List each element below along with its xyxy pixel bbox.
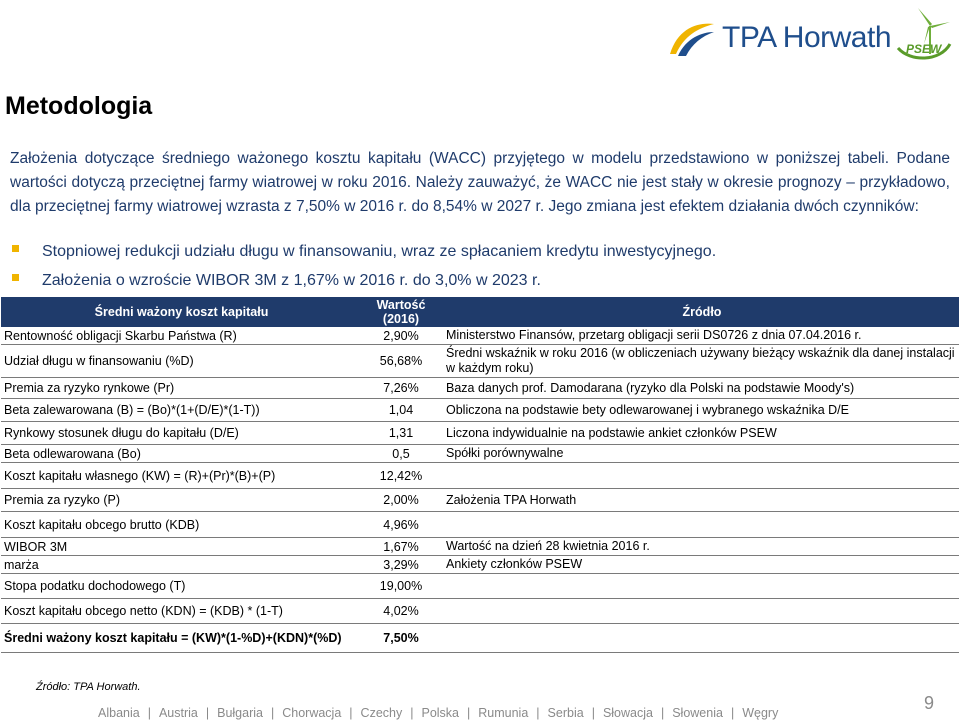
row-label: Beta zalewarowana (B) = (Bo)*(1+(D/E)*(1-T))	[1, 399, 362, 422]
row-label: Rynkowy stosunek długu do kapitału (D/E)	[1, 422, 362, 445]
row-value: 19,00%	[362, 574, 440, 599]
psew-logo	[890, 4, 956, 66]
row-value: 2,90%	[362, 327, 440, 345]
table-row	[1, 538, 959, 556]
row-value: 1,31	[362, 422, 440, 445]
row-label: Beta odlewarowana (Bo)	[1, 445, 362, 463]
footer-country: Austria	[158, 706, 198, 720]
footer-country: Czechy	[360, 706, 403, 720]
row-label: Rentowność obligacji Skarbu Państwa (R)	[1, 327, 362, 345]
footer-separator: |	[410, 706, 414, 720]
footer-country: Węgry	[742, 706, 779, 720]
table-body	[1, 327, 959, 653]
row-value: 4,96%	[362, 512, 440, 538]
footer-separator: |	[467, 706, 471, 720]
footer-country: Słowenia	[672, 706, 723, 720]
intro-paragraph: Założenia dotyczące średniego ważonego kosztu kapitału (WACC) przyjętego w modelu przedstawiono w poniższej tabeli. Podane wartości dotyczą przeciętnej farmy wiatrowej w roku 2016. Należy zauważyć, że WACC nie jest stały w okresie prognozy – przykładowo, dla przeciętnej farmy wiatrowej wzrasta z 7,50% w 2016 r. do 8,54% w 2027 r. Jego zmiana jest efektem działania dwóch czynników:	[10, 150, 950, 215]
row-label: Koszt kapitału obcego netto (KDN) = (KDB) * (1-T)	[1, 599, 362, 624]
row-value: 1,67%	[362, 538, 440, 556]
footer-country: Słowacja	[602, 706, 653, 720]
footer-country: Rumunia	[478, 706, 529, 720]
footer-country: Polska	[421, 706, 460, 720]
row-value: 7,50%	[362, 624, 440, 653]
bullet-list	[10, 237, 716, 295]
row-source: Ministerstwo Finansów, przetarg obligacji serii DS0726 z dnia 07.04.2016 r.	[440, 327, 959, 345]
tpa-logo-mark-icon	[668, 18, 716, 58]
row-value: 0,5	[362, 445, 440, 463]
table-row	[1, 512, 959, 538]
footer-country: Serbia	[547, 706, 584, 720]
wacc-table	[1, 297, 959, 653]
row-value: 3,29%	[362, 556, 440, 574]
row-label: Koszt kapitału własnego (KW) = (R)+(Pr)*(B)+(P)	[1, 463, 362, 489]
footer-country: Chorwacja	[282, 706, 342, 720]
table-row	[1, 463, 959, 489]
table-row	[1, 399, 959, 422]
tpa-horwath-logo	[668, 18, 891, 58]
table-row	[1, 378, 959, 399]
header-value: Wartość (2016)	[362, 297, 440, 327]
source-note: Źródło: TPA Horwath.	[36, 681, 141, 693]
table-row	[1, 422, 959, 445]
row-source	[440, 463, 959, 489]
row-value: 1,04	[362, 399, 440, 422]
bullet-square-icon	[12, 245, 19, 252]
row-label: Koszt kapitału obcego brutto (KDB)	[1, 512, 362, 538]
row-source	[440, 512, 959, 538]
row-source: Baza danych prof. Damodarana (ryzyko dla Polski na podstawie Moody's)	[440, 378, 959, 399]
row-value: 12,42%	[362, 463, 440, 489]
header-label: Średni ważony koszt kapitału	[1, 297, 362, 327]
row-label: WIBOR 3M	[1, 538, 362, 556]
row-label: Średni ważony koszt kapitału = (KW)*(1-%D)+(KDN)*(%D)	[1, 624, 362, 653]
footer-country: Bułgaria	[217, 706, 263, 720]
row-source	[440, 624, 959, 653]
row-label: Stopa podatku dochodowego (T)	[1, 574, 362, 599]
row-source: Obliczona na podstawie bety odlewarowanej i wybranego wskaźnika D/E	[440, 399, 959, 422]
row-value: 56,68%	[362, 345, 440, 378]
row-label: Udział długu w finansowaniu (%D)	[1, 345, 362, 378]
row-source	[440, 599, 959, 624]
row-label: Premia za ryzyko rynkowe (Pr)	[1, 378, 362, 399]
page-title: Metodologia	[5, 92, 153, 120]
header-source: Źródło	[440, 297, 959, 327]
table-row	[1, 489, 959, 512]
row-source: Założenia TPA Horwath	[440, 489, 959, 512]
row-source	[440, 574, 959, 599]
row-value: 2,00%	[362, 489, 440, 512]
table-row	[1, 574, 959, 599]
bullet-square-icon	[12, 274, 19, 281]
row-source: Średni wskaźnik w roku 2016 (w obliczeniach używany bieżący wskaźnik dla danej instalacji w każdym roku)	[440, 345, 959, 378]
footer-country: Albania	[98, 706, 140, 720]
row-source: Spółki porównywalne	[440, 445, 959, 463]
table-row	[1, 327, 959, 345]
table-row	[1, 599, 959, 624]
wind-turbine-icon	[890, 4, 956, 66]
row-label: Premia za ryzyko (P)	[1, 489, 362, 512]
footer-separator: |	[349, 706, 353, 720]
row-source: Ankiety członków PSEW	[440, 556, 959, 574]
psew-logo-text: PSEW	[906, 42, 942, 56]
tpa-logo-text: TPA Horwath	[722, 21, 892, 54]
bullet-item: Stopniowej redukcji udziału długu w finansowaniu, wraz ze spłacaniem kredytu inwestycyjnego.	[10, 237, 716, 266]
table-row	[1, 624, 959, 653]
footer-countries	[98, 706, 778, 720]
page-number: 9	[924, 693, 935, 713]
row-source: Wartość na dzień 28 kwietnia 2016 r.	[440, 538, 959, 556]
footer-separator: |	[270, 706, 275, 720]
bullet-item: Założenia o wzroście WIBOR 3M z 1,67% w 2016 r. do 3,0% w 2023 r.	[10, 266, 716, 295]
row-label: marża	[1, 556, 362, 574]
table-row	[1, 556, 959, 574]
footer-separator: |	[591, 706, 595, 720]
footer-separator: |	[536, 706, 540, 720]
row-value: 4,02%	[362, 599, 440, 624]
table-header-row	[1, 297, 959, 327]
table-row	[1, 445, 959, 463]
row-source: Liczona indywidualnie na podstawie ankiet członków PSEW	[440, 422, 959, 445]
footer-separator: |	[730, 706, 735, 720]
row-value: 7,26%	[362, 378, 440, 399]
table-row	[1, 345, 959, 378]
footer-separator: |	[147, 706, 151, 720]
footer-separator: |	[660, 706, 665, 720]
footer-separator: |	[205, 706, 210, 720]
